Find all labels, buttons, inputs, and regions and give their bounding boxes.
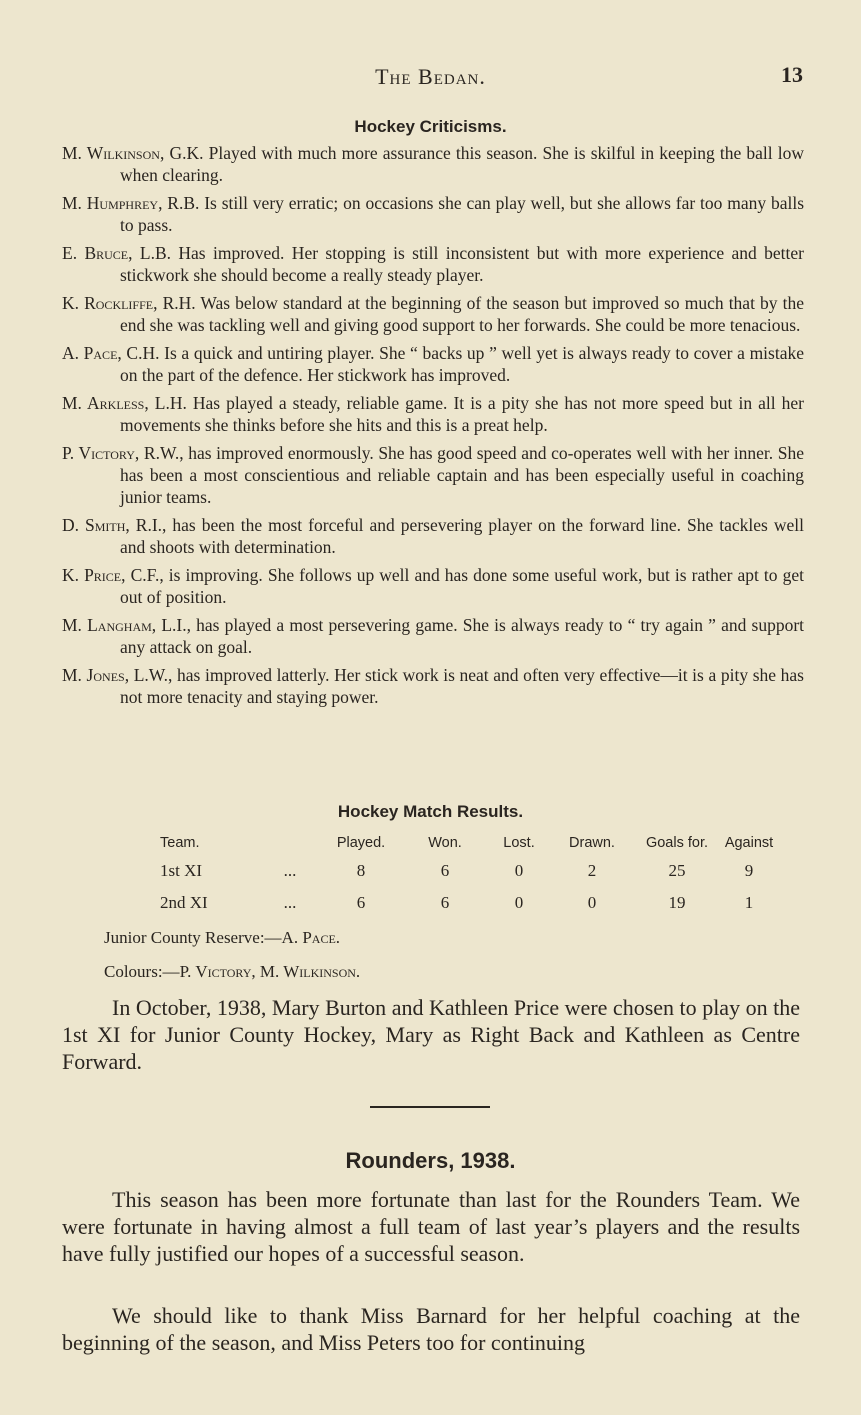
player-name: K. Rockliffe: [62, 293, 154, 313]
player-name: M. Arkless: [62, 393, 145, 413]
criticism-text: , R.B. Is still very erratic; on occasions she can play well, but she allows far too many balls to pass.: [120, 193, 804, 235]
criticism-entry: [62, 514, 804, 558]
team-cell: 2nd XI: [160, 893, 208, 912]
criticism-entry: [62, 614, 804, 658]
criticism-text: , R.W., has improved enormously. She has good speed and co-operates well with her inner. She has been a most conscientious and reliable captain and has been especially useful in coaching junior teams.: [120, 443, 805, 507]
criticism-text: , L.H. Has played a steady, reliable game. It is a pity she has not more speed but in all her movements she thinks before she hits and this is a preat help.: [120, 393, 805, 435]
drawn-cell: 0: [587, 893, 597, 912]
criticism-text: , C.F., is improving. She follows up well and has done some useful work, but is rather apt to get out of position.: [120, 565, 804, 607]
player-name: D. Smith: [62, 515, 126, 535]
player-name: A. Pace: [62, 343, 118, 363]
criticism-entry: [62, 142, 804, 186]
junior-county-note: [104, 928, 340, 948]
player-name: M. Humphrey: [62, 193, 159, 213]
criticism-text: , L.B. Has improved. Her stopping is still inconsistent but with more experience and better stickwork she should become a really steady player.: [120, 243, 804, 285]
lost-cell: 0: [514, 861, 524, 880]
column-header: Won.: [428, 835, 462, 851]
criticism-entry: [62, 242, 804, 286]
criticism-text: , R.H. Was below standard at the beginning of the season but improved so much that by the end she was tackling well and giving good support to her forwards. She could be more tenacious.: [120, 293, 804, 335]
criticism-text: , C.H. Is a quick and untiring player. She “ backs up ” well yet is always ready to cover a mistake on the part of the defence. Her stickwork has improved.: [117, 343, 804, 385]
column-header: Team.: [160, 835, 200, 851]
played-cell: 8: [356, 861, 366, 880]
goals-for-cell: 25: [668, 861, 686, 880]
leader-dots: ...: [283, 861, 297, 880]
drawn-cell: 2: [587, 861, 597, 880]
section-divider: [370, 1106, 490, 1108]
criticism-entry: [62, 292, 804, 336]
table-row: [160, 861, 778, 893]
criticism-text: , L.I., has played a most persevering game. She is always ready to “ try again ” and support any attack on goal.: [120, 615, 805, 657]
column-header: Drawn.: [569, 835, 615, 851]
colours-note: [104, 962, 360, 982]
criticism-entry: [62, 664, 804, 708]
player-name: M. Langham: [62, 615, 152, 635]
criticism-entry: [62, 392, 804, 436]
junior-label: Junior County Reserve:—: [104, 928, 282, 947]
player-name: P. Victory: [62, 443, 135, 463]
column-header: Goals for.: [645, 835, 709, 851]
criticism-text: , L.W., has improved latterly. Her stick work is neat and often very effective—it is a pity she has not more tenacity and staying power.: [120, 665, 804, 707]
criticism-text: , R.I., has been the most forceful and persevering player on the forward line. She tackles well and shoots with determination.: [120, 515, 804, 557]
table-header-row: [160, 835, 778, 861]
column-header: [260, 835, 320, 861]
running-header: [0, 62, 861, 92]
match-results-heading: Hockey Match Results.: [337, 802, 524, 821]
goals-for-cell: 19: [668, 893, 686, 912]
running-title: The Bedan.: [375, 64, 486, 89]
junior-name: A. Pace.: [281, 928, 341, 947]
lost-cell: 0: [514, 893, 524, 912]
october-paragraph: In October, 1938, Mary Burton and Kathleen Price were chosen to play on the 1st XI for Junior County Hockey, Mary as Right Back and Kathleen as Centre Forward.: [62, 995, 800, 1074]
won-cell: 6: [440, 893, 450, 912]
won-cell: 6: [440, 861, 450, 880]
table-row: [160, 893, 778, 925]
page-number: 13: [781, 62, 803, 87]
column-header: Played.: [336, 835, 386, 851]
criticism-entry: [62, 192, 804, 236]
column-header: Lost.: [503, 835, 535, 851]
player-name: K. Price: [62, 565, 122, 585]
rounders-heading: Rounders, 1938.: [345, 1148, 516, 1173]
colours-label: Colours:—: [104, 962, 180, 981]
played-cell: 6: [356, 893, 366, 912]
player-name: M. Wilkinson: [62, 143, 160, 163]
match-results-table: [160, 835, 778, 925]
player-name: E. Bruce: [62, 243, 129, 263]
criticisms-heading: Hockey Criticisms.: [354, 117, 507, 136]
leader-dots: ...: [283, 893, 297, 912]
criticism-entry: [62, 342, 804, 386]
rounders-paragraph: We should like to thank Miss Barnard for her helpful coaching at the beginning of the season, and Miss Peters too for continuing: [62, 1303, 800, 1355]
player-name: M. Jones: [62, 665, 125, 685]
rounders-paragraph: This season has been more fortunate than last for the Rounders Team. We were fortunate in having almost a full team of last year’s players and the results have fully justified our hopes of a successful season.: [62, 1187, 800, 1266]
criticism-text: , G.K. Played with much more assurance this season. She is skilful in keeping the ball low when clearing.: [120, 143, 804, 185]
team-cell: 1st XI: [160, 861, 203, 880]
criticisms-list: [62, 142, 804, 714]
criticism-entry: [62, 564, 804, 608]
against-cell: 9: [744, 861, 754, 880]
against-cell: 1: [744, 893, 754, 912]
criticism-entry: [62, 442, 804, 508]
colours-names: P. Victory, M. Wilkinson.: [179, 962, 361, 981]
column-header: Against: [724, 835, 774, 851]
